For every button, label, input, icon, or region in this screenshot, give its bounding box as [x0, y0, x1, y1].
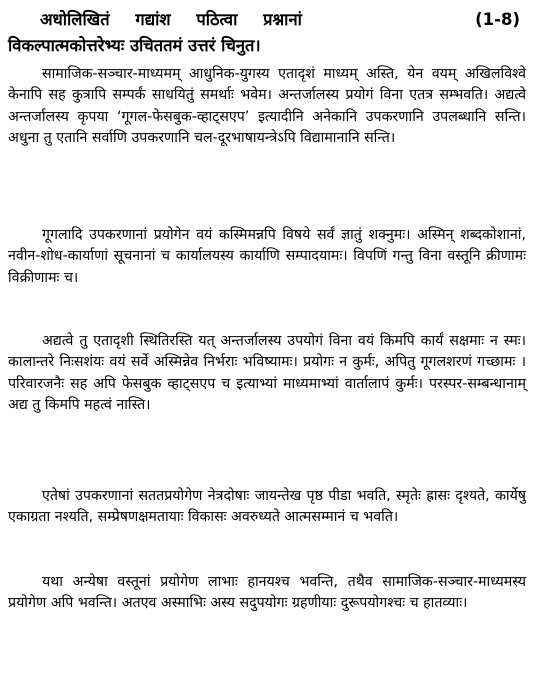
- passage-paragraph-2: गूगलादि उपकरणानां प्रयोगेन वयं कस्मिमन्नपि विषये सर्वं ज्ञातुं शक्नुमः। अस्मिन् शब्दकोशानां, नवीन-शोध-कार्याणां सूचनानां च कार्यालयस्य कार्याणि सम्पादयामः। विपणिं गन्तु विना वस्तूनि क्रीणामः विक्रीणामः च।: [8, 227, 526, 286]
- passage-paragraph-3: अद्यत्वे तु एतादृशी स्थितिरस्ति यत् अन्तर्जालस्य उपयोगं विना वयं किमपि कार्यं सक्षमाः न स्मः। कालान्तरे निःसशंयः वयं सर्वे अस्मिन्नेव निर्भराः भविष्यामः। प्रयोगः न कुर्मः, अपितु गूगलशरणं गच्छामः । परिवारजनैः सह अपि फेसबुक व्हाट्सएप च इत्याभ्यां माध्यमाभ्यां वार्तालापं कुर्मः। परस्पर-सम्बन्धानाम् अद्य तु किमपि महत्वं नास्ति।: [8, 333, 526, 414]
- question-range: (1-8): [475, 10, 520, 29]
- heading-instruction: अधोलिखितं गद्यांश पठित्वा प्रश्नानां: [40, 10, 302, 29]
- heading-subinstruction: विकल्पात्मकोत्तरेभ्यः उचिततमं उत्तरं चिनुत।: [8, 36, 261, 55]
- passage-paragraph-1: सामाजिक-सञ्चार-माध्यमम् आधुनिक-युगस्य एतादृशं माध्यम् अस्ति, येन वयम् अखिलविश्वे केनापि सह कुत्रापि सम्पर्कं साधयितुं समर्थाः भवेम। अन्तर्जालस्य प्रयोगं विना एतत्र सम्भवति। अद्यत्वे अन्तर्जालस्य कृपया ‘गूगल-फेसबुक-व्हाट्सएप’ इत्यादीनि अनेकानि उपकरणानि उपलब्धानि सन्ति। अधुना तु एतानि सर्वाणि उपकरणानि चल-दूरभाषायन्त्रेऽपि विद्यामानानि सन्ति।: [8, 66, 526, 147]
- passage-paragraph-4: एतेषां उपकरणानां सततप्रयोगेण नेत्रदोषाः जायन्तेख पृष्ठ पीडा भवति, स्मृतेः ह्रासः दृश्यते, कार्येषु एकाग्रता नश्यति, सम्प्रेषणक्षमतायाः विकासः अवरुध्यते आत्मसम्मानं च भवति।: [8, 488, 526, 526]
- passage-paragraph-5: यथा अन्येषा वस्तूनां प्रयोगेण लाभाः हानयश्च भवन्ति, तथैव सामाजिक-सञ्चार-माध्यमस्य प्रयोगेण अपि भवन्ति। अतएव अस्माभिः अस्य सदुपयोगः ग्रहणीयाः दुरूपयोगश्चः च हातव्याः।: [8, 574, 526, 612]
